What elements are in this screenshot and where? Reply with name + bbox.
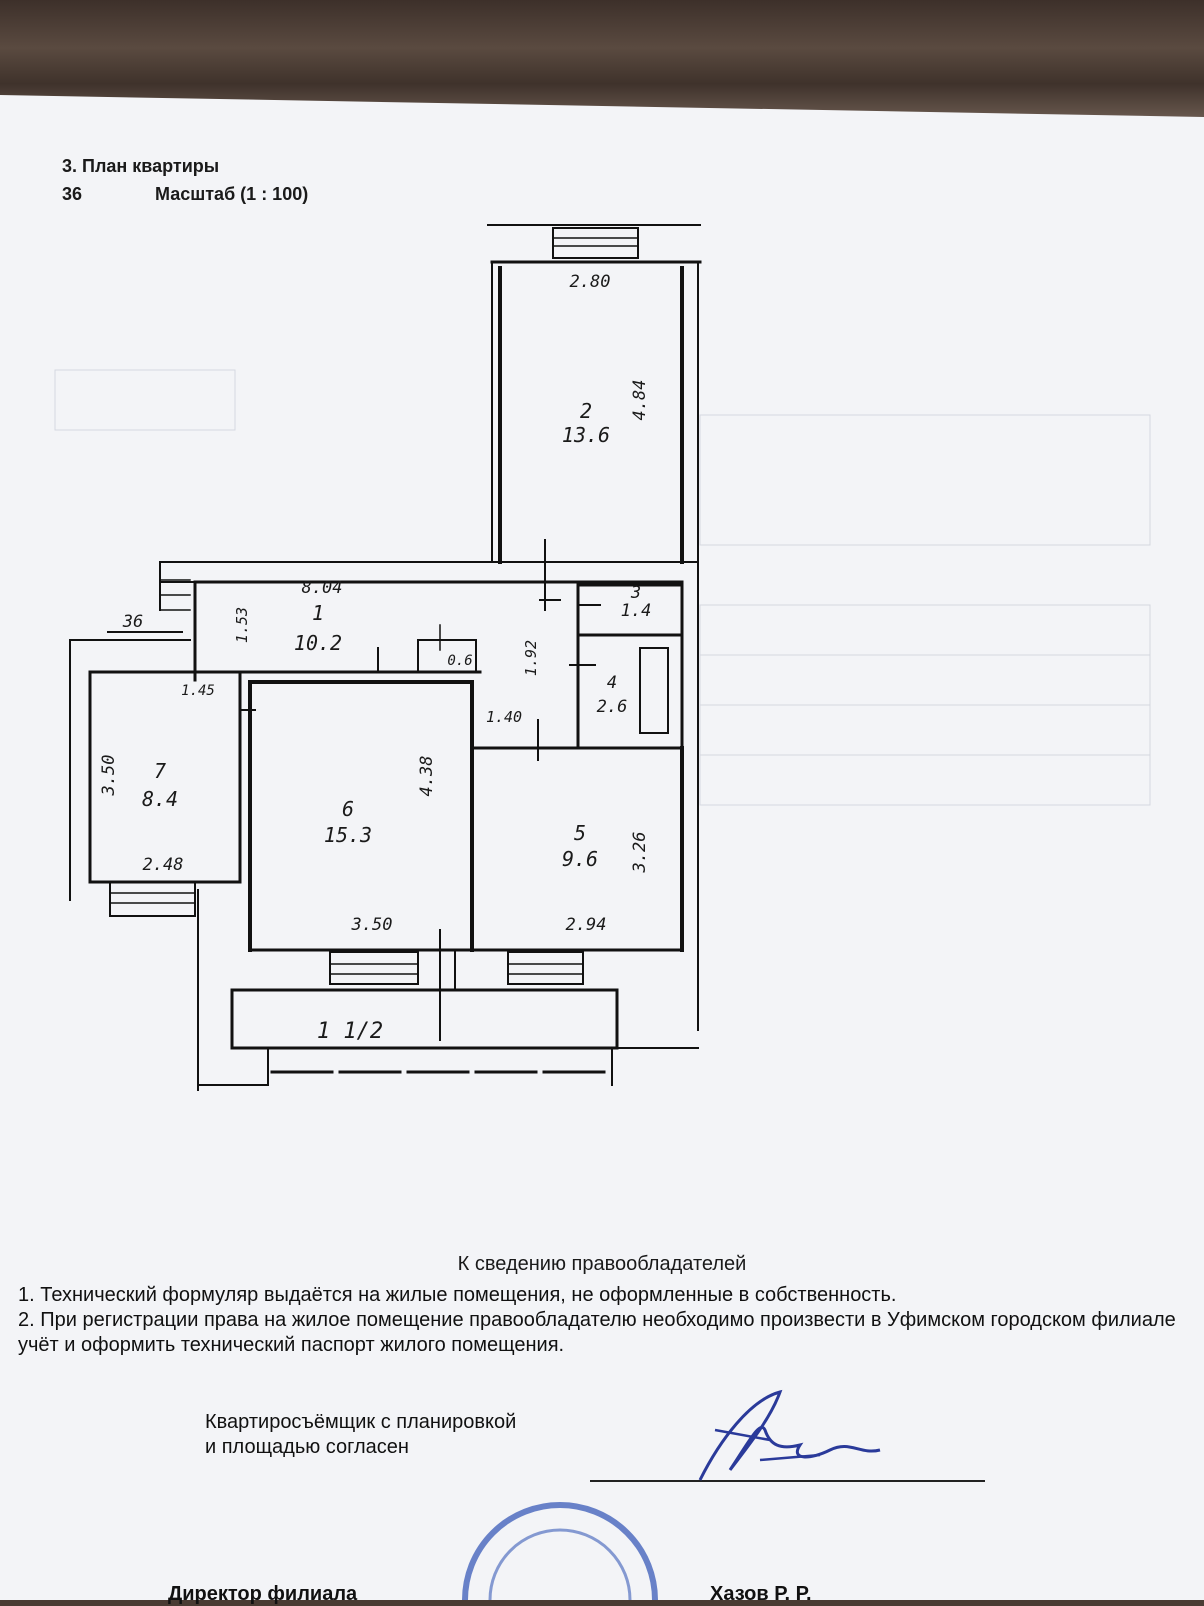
dimension-label: 0.6 [447, 653, 473, 669]
dimension-label: 1.92 [522, 639, 540, 677]
room-area: 15.3 [323, 823, 373, 847]
notice-item-1: 1. Технический формуляр выдаётся на жилые помещения, не оформленные в собственность. [18, 1284, 897, 1306]
room-area: 10.2 [293, 631, 343, 655]
dimension-label: 2.48 [142, 855, 184, 875]
director-label: Директор филиала [168, 1583, 358, 1605]
dimension-label: 2.94 [565, 915, 607, 935]
room-area: 8.4 [141, 787, 179, 811]
room-area: 9.6 [561, 847, 599, 871]
dimension-label: 1.53 [233, 606, 251, 644]
dimension-label: 36 [122, 612, 144, 632]
room-area: 1.4 [620, 601, 652, 621]
scale-label: Масштаб (1 : 100) [155, 184, 309, 204]
room-number: 2 [579, 399, 593, 423]
apartment-number: 36 [62, 184, 83, 204]
room-number: 4 [606, 673, 618, 693]
dimension-label: 1.45 [181, 683, 215, 699]
agreement-line-1: Квартиросъёмщик с планировкой [205, 1411, 517, 1433]
dimension-label: 4.38 [417, 755, 437, 797]
notice-item-2: 2. При регистрации права на жилое помещение правообладателю необходимо произвести в Уфимском городском филиале учёт и оформить технический паспорт жилого помещения. [18, 1309, 1176, 1356]
room-number: 5 [573, 821, 587, 845]
room-number: 6 [341, 797, 355, 821]
director-name: Хазов Р. Р. [710, 1583, 812, 1605]
dimension-label: 4.84 [630, 379, 650, 421]
dimension-label: 8.04 [301, 578, 343, 598]
agreement-text [205, 1410, 516, 1460]
dimension-label: 3.50 [99, 754, 119, 796]
room-number: 1 [311, 601, 325, 625]
room-area: 2.6 [596, 697, 628, 717]
dimension-label: 3.50 [351, 915, 393, 935]
room-area: 13.6 [561, 423, 611, 447]
dimension-label: 3.26 [630, 831, 650, 873]
dimension-label: 2.80 [569, 272, 611, 292]
agreement-line-2: и площадью согласен [205, 1436, 409, 1458]
room-number: 7 [153, 759, 167, 783]
signature-line [590, 1480, 985, 1482]
balcony-label: 1 1/2 [316, 1019, 384, 1044]
dimension-label: 1.40 [485, 708, 523, 726]
section-title: 3. План квартиры [62, 156, 220, 176]
notice-title: К сведению правообладателей [457, 1253, 747, 1275]
room-number: 3 [630, 583, 642, 603]
